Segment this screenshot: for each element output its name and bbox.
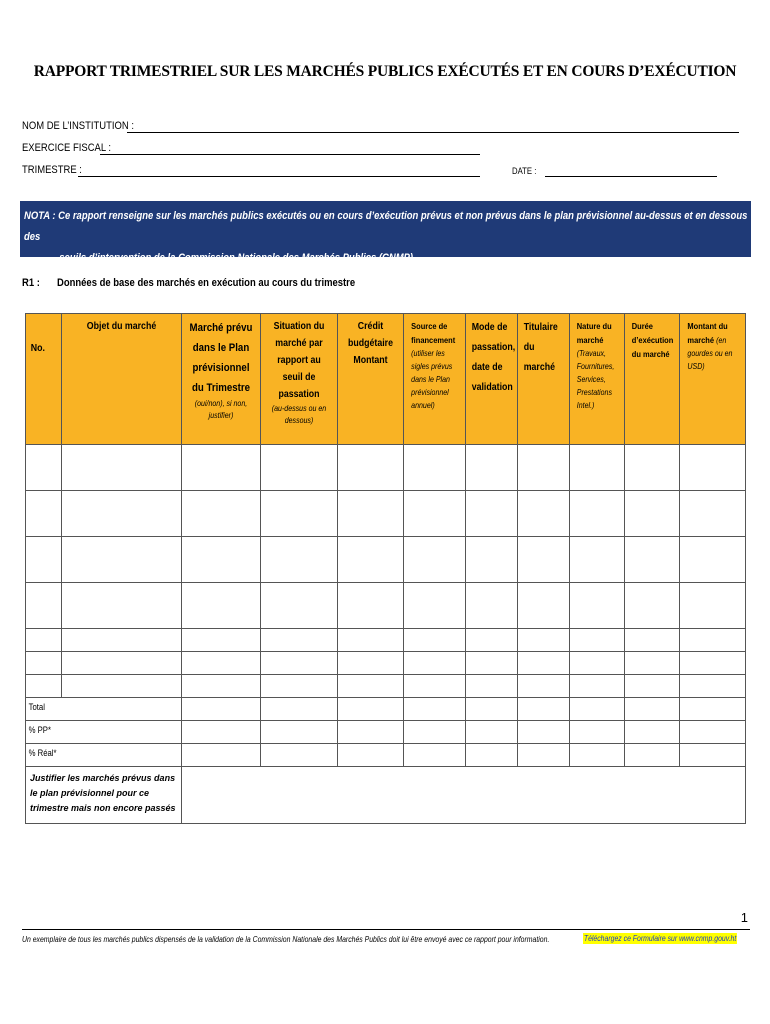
table-row[interactable]	[26, 537, 746, 583]
header-no: No.	[26, 314, 62, 445]
institution-label: NOM DE L’INSTITUTION :	[22, 120, 134, 132]
header-titulaire: Titulaire du marché	[518, 314, 570, 445]
total-label: Total	[28, 702, 45, 712]
section-title: Données de base des marchés en exécution au cours du trimestre	[57, 277, 356, 289]
table-row[interactable]	[26, 445, 746, 491]
header-mode: Mode de passation, date de validation	[466, 314, 518, 445]
table-row[interactable]	[26, 675, 746, 698]
nota-banner	[20, 201, 751, 264]
total-row	[26, 698, 746, 721]
date-fill-line[interactable]	[545, 176, 717, 177]
justify-input-area[interactable]	[182, 767, 746, 824]
footer-divider	[22, 929, 750, 930]
institution-fill-line[interactable]	[127, 132, 739, 133]
quarter-label: TRIMESTRE :	[22, 164, 82, 176]
table-row[interactable]	[26, 491, 746, 537]
real-label: % Réal*	[28, 748, 57, 758]
nota-line-2: seuils d’intervention de la Commission Nationale des Marchés Publics (CNMP).	[59, 252, 416, 264]
table-header-row	[26, 314, 746, 445]
fiscal-year-fill-line[interactable]	[100, 154, 480, 155]
page-number: 1	[740, 910, 748, 925]
table-row[interactable]	[26, 583, 746, 629]
table-row[interactable]	[26, 652, 746, 675]
header-duree: Durée d’exécution du marché	[625, 314, 680, 445]
justify-row	[26, 767, 746, 824]
header-plan-prevu: Marché prévu dans le Plan prévisionnel du Trimestre (oui/non), si non, justifier)	[182, 314, 261, 445]
footer-note: Un exemplaire de tous les marchés publics dispensés de la validation de la Commission Nationale des Marchés Publics doit lui être envoyé avec ce rapport pour information.	[22, 935, 550, 944]
section-code: R1 :	[22, 277, 40, 289]
real-row	[26, 744, 746, 767]
header-source: Source de financement (utiliser les sigles prévus dans le Plan prévisionnel annuel)	[404, 314, 466, 445]
quarter-fill-line[interactable]	[78, 176, 480, 177]
report-title: RAPPORT TRIMESTRIEL SUR LES MARCHÉS PUBLICS EXÉCUTÉS ET EN COURS D’EXÉCUTION	[33, 63, 737, 80]
justify-label: Justifier les marchés prévus dans le plan prévisionnel pour ce trimestre mais non encore passés	[30, 773, 176, 813]
header-situation: Situation du marché par rapport au seuil de passation (au-dessus ou en dessous)	[261, 314, 338, 445]
nota-line-1: NOTA : Ce rapport renseigne sur les marchés publics exécutés ou en cours d’exécution prévus et non prévus dans le plan prévisionnel au-dessus et en dessous des	[24, 210, 748, 243]
fiscal-year-label: EXERCICE FISCAL :	[22, 142, 112, 154]
date-label: DATE :	[512, 166, 537, 176]
header-credit: Crédit budgétaire Montant	[338, 314, 404, 445]
header-montant: Montant du marché (en gourdes ou en USD)	[680, 314, 746, 445]
header-objet: Objet du marché	[62, 314, 182, 445]
pp-label: % PP*	[28, 725, 51, 735]
contracts-table	[25, 313, 746, 824]
download-link[interactable]: Téléchargez ce Formulaire sur www.cnmp.gouv.ht	[583, 934, 737, 943]
table-row[interactable]	[26, 629, 746, 652]
pp-row	[26, 721, 746, 744]
header-nature: Nature du marché (Travaux, Fournitures, Services, Prestations Intel.)	[570, 314, 625, 445]
